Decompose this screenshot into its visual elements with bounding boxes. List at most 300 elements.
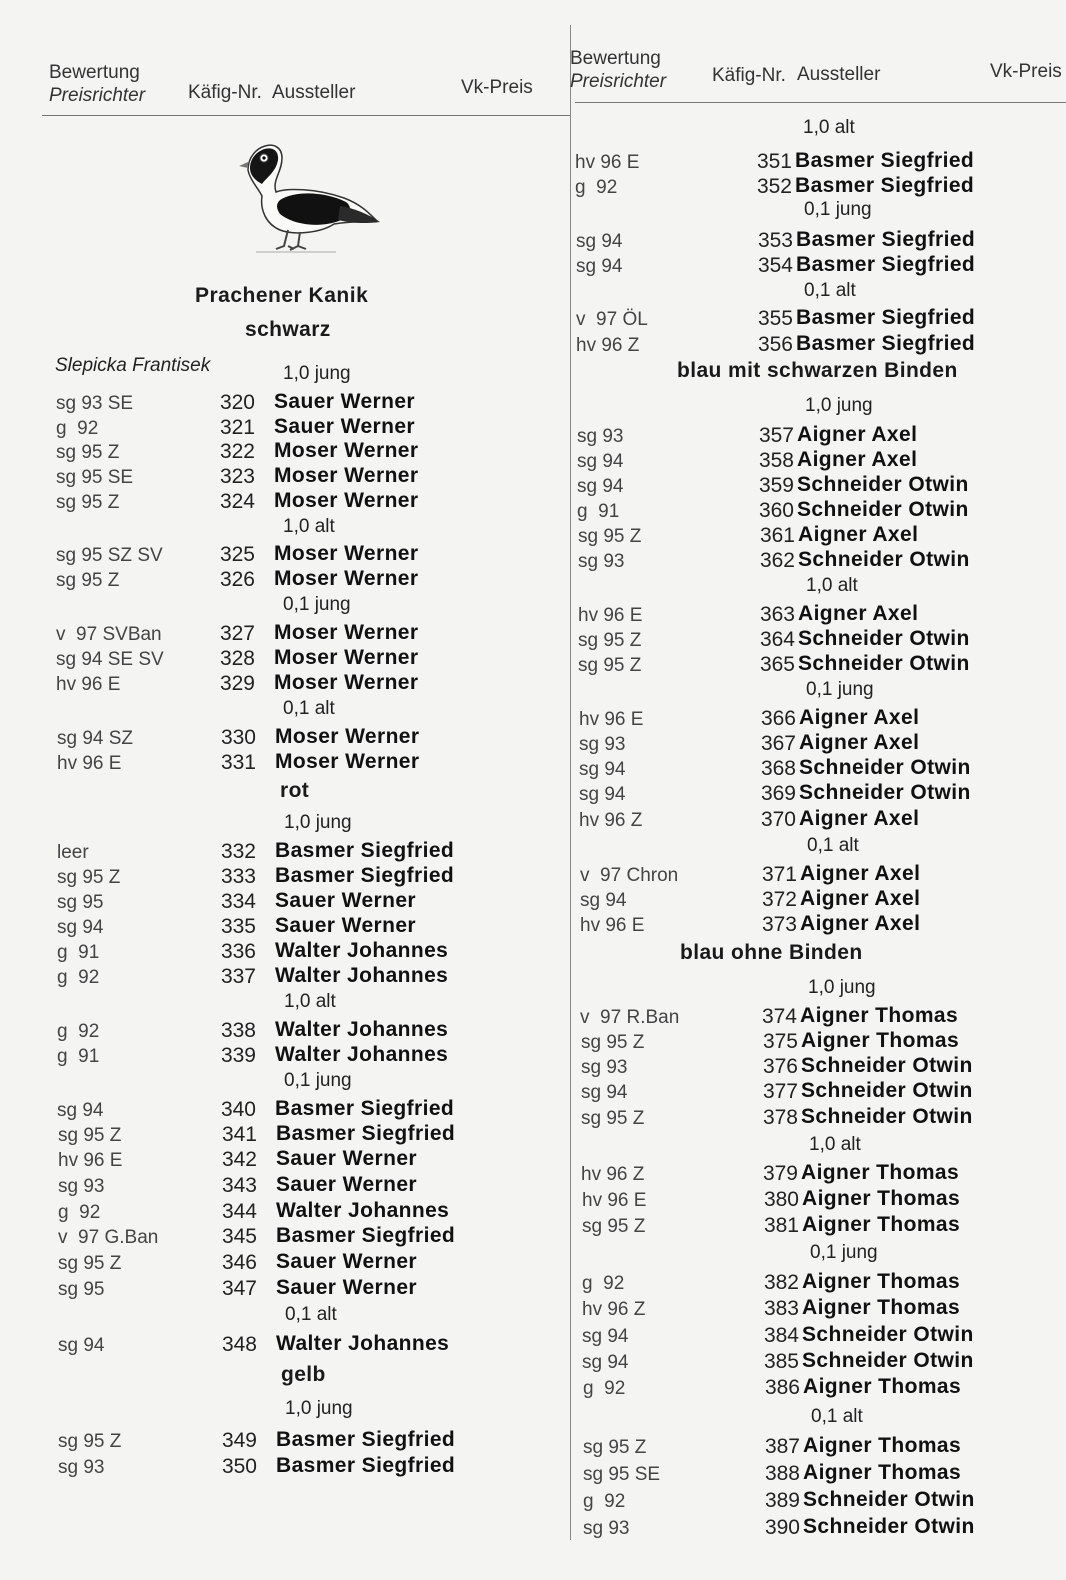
right-column xyxy=(570,0,1066,1580)
entry-exhibitor: Aigner Axel xyxy=(800,887,921,910)
header-sale-price-right: Vk-Preis xyxy=(990,61,1062,82)
entry-row xyxy=(575,862,1066,888)
header-sale-price: Vk-Preis xyxy=(461,77,533,98)
entry-exhibitor: Aigner Axel xyxy=(797,423,918,446)
entry-rating: sg 95 Z xyxy=(56,442,120,463)
entry-exhibitor: Walter Johannes xyxy=(275,1043,449,1066)
entry-cage-number: 359 xyxy=(758,474,794,497)
entry-exhibitor: Schneider Otwin xyxy=(802,1323,974,1346)
entry-cage-number: 386 xyxy=(764,1376,800,1399)
entry-rating: v 97 G.Ban xyxy=(58,1227,159,1248)
entry-cage-number: 341 xyxy=(221,1123,257,1146)
entry-exhibitor: Aigner Axel xyxy=(799,807,920,830)
entry-row xyxy=(575,731,1066,757)
entry-exhibitor: Moser Werner xyxy=(275,725,420,748)
entry-cage-number: 373 xyxy=(761,913,797,936)
entry-exhibitor: Aigner Thomas xyxy=(803,1434,962,1457)
entry-rating: sg 93 xyxy=(581,1057,628,1078)
entry-rating: g 92 xyxy=(57,967,100,988)
entry-exhibitor: Sauer Werner xyxy=(274,415,415,438)
pigeon-illustration xyxy=(236,128,384,258)
entry-rating: v 97 SVBan xyxy=(56,624,162,645)
entry-row xyxy=(575,1296,1066,1322)
entry-cage-number: 321 xyxy=(219,416,255,439)
entry-row xyxy=(0,415,570,441)
entry-cage-number: 345 xyxy=(221,1225,257,1248)
entry-cage-number: 362 xyxy=(759,549,795,572)
class-subheading: 1,0 jung xyxy=(284,812,352,833)
entry-row xyxy=(0,1332,570,1358)
entry-row xyxy=(0,621,570,647)
entry-exhibitor: Schneider Otwin xyxy=(797,473,969,496)
entry-exhibitor: Aigner Axel xyxy=(800,912,921,935)
entry-rating: sg 93 SE xyxy=(56,393,134,414)
entry-exhibitor: Basmer Siegfried xyxy=(275,864,455,887)
entry-row xyxy=(575,1488,1066,1514)
class-subheading: 0,1 alt xyxy=(283,698,335,719)
entry-cage-number: 336 xyxy=(220,940,256,963)
column-divider xyxy=(570,25,571,1540)
entry-row xyxy=(0,671,570,697)
entry-cage-number: 353 xyxy=(757,229,793,252)
entry-cage-number: 337 xyxy=(220,965,256,988)
entry-row xyxy=(575,523,1066,549)
entry-cage-number: 352 xyxy=(756,175,792,198)
entry-exhibitor: Basmer Siegfried xyxy=(276,1122,456,1145)
header-cage-number-right: Käfig-Nr. xyxy=(712,65,786,86)
entry-rating: sg 95 Z xyxy=(58,1431,122,1452)
entry-cage-number: 356 xyxy=(757,333,793,356)
class-subheading: 1,0 alt xyxy=(803,117,855,138)
entry-exhibitor: Sauer Werner xyxy=(276,1250,417,1273)
entry-exhibitor: Walter Johannes xyxy=(275,964,449,987)
entry-cage-number: 370 xyxy=(760,808,796,831)
class-subheading: 1,0 alt xyxy=(283,516,335,537)
class-subheading: 1,0 jung xyxy=(283,363,351,384)
entry-row xyxy=(0,1173,570,1199)
entry-row xyxy=(575,1187,1066,1213)
class-subheading: 1,0 jung xyxy=(808,977,876,998)
entry-rating: g 92 xyxy=(56,418,99,439)
entry-rating: v 97 R.Ban xyxy=(580,1007,680,1028)
entry-exhibitor: Schneider Otwin xyxy=(797,498,969,521)
entry-rating: hv 96 E xyxy=(578,605,643,626)
entry-cage-number: 390 xyxy=(764,1516,800,1539)
entry-cage-number: 363 xyxy=(759,603,795,626)
entry-cage-number: 326 xyxy=(219,568,255,591)
entry-row xyxy=(575,1375,1066,1401)
entry-cage-number: 346 xyxy=(221,1251,257,1274)
entry-exhibitor: Basmer Siegfried xyxy=(275,1097,455,1120)
entry-cage-number: 364 xyxy=(759,628,795,651)
entry-rating: sg 94 xyxy=(582,1326,629,1347)
entry-cage-number: 342 xyxy=(221,1148,257,1171)
entry-cage-number: 325 xyxy=(219,543,255,566)
entry-row xyxy=(575,1079,1066,1105)
entry-exhibitor: Walter Johannes xyxy=(276,1332,450,1355)
entry-cage-number: 324 xyxy=(219,490,255,513)
entry-cage-number: 381 xyxy=(763,1214,799,1237)
header-exhibitor-right: Aussteller xyxy=(797,64,881,85)
entry-rating: g 92 xyxy=(57,1021,100,1042)
entry-exhibitor: Aigner Axel xyxy=(798,602,919,625)
entry-rating: sg 95 Z xyxy=(578,526,642,547)
entry-rating: sg 94 xyxy=(582,1352,629,1373)
entry-cage-number: 376 xyxy=(762,1055,798,1078)
class-subheading: 0,1 alt xyxy=(285,1304,337,1325)
class-subheading: 0,1 alt xyxy=(804,280,856,301)
entry-cage-number: 378 xyxy=(762,1106,798,1129)
entry-cage-number: 322 xyxy=(219,440,255,463)
entry-exhibitor: Basmer Siegfried xyxy=(796,253,976,276)
entry-row xyxy=(575,1323,1066,1349)
entry-exhibitor: Basmer Siegfried xyxy=(275,839,455,862)
header-cage-number: Käfig-Nr. xyxy=(188,82,262,103)
header-rating-right: Bewertung xyxy=(570,48,661,69)
entry-rating: g 91 xyxy=(57,1046,100,1067)
entry-exhibitor: Aigner Thomas xyxy=(800,1004,959,1027)
entry-row xyxy=(575,781,1066,807)
entry-rating: sg 94 xyxy=(58,1335,105,1356)
entry-exhibitor: Sauer Werner xyxy=(274,390,415,413)
entry-exhibitor: Basmer Siegfried xyxy=(796,228,976,251)
entry-exhibitor: Sauer Werner xyxy=(275,889,416,912)
entry-row xyxy=(0,864,570,890)
entry-rating: v 97 ÖL xyxy=(576,309,648,330)
entry-rating: sg 95 Z xyxy=(578,630,642,651)
entry-exhibitor: Schneider Otwin xyxy=(799,781,971,804)
class-subheading: 1,0 jung xyxy=(805,395,873,416)
entry-rating: sg 95 Z xyxy=(583,1437,647,1458)
entry-cage-number: 379 xyxy=(762,1162,798,1185)
entry-exhibitor: Basmer Siegfried xyxy=(276,1224,456,1247)
entry-rating: g 92 xyxy=(575,177,618,198)
entry-row xyxy=(575,228,1066,254)
entry-row xyxy=(0,839,570,865)
entry-exhibitor: Aigner Thomas xyxy=(802,1213,961,1236)
entry-cage-number: 383 xyxy=(763,1297,799,1320)
entry-rating: g 92 xyxy=(583,1491,626,1512)
entry-exhibitor: Moser Werner xyxy=(274,567,419,590)
entry-exhibitor: Moser Werner xyxy=(274,439,419,462)
class-subheading: 0,1 alt xyxy=(811,1406,863,1427)
color-variety-heading: blau mit schwarzen Binden xyxy=(677,359,958,382)
entry-cage-number: 380 xyxy=(763,1188,799,1211)
entry-rating: sg 94 xyxy=(57,917,104,938)
entry-exhibitor: Schneider Otwin xyxy=(802,1349,974,1372)
entry-cage-number: 331 xyxy=(220,751,256,774)
entry-cage-number: 368 xyxy=(760,757,796,780)
class-subheading: 0,1 jung xyxy=(284,1070,352,1091)
entry-rating: g 92 xyxy=(58,1202,101,1223)
entry-rating: sg 93 xyxy=(58,1176,105,1197)
entry-rating: sg 94 xyxy=(577,476,624,497)
entry-cage-number: 361 xyxy=(759,524,795,547)
entry-row xyxy=(575,1434,1066,1460)
entry-exhibitor: Sauer Werner xyxy=(275,914,416,937)
entry-cage-number: 355 xyxy=(757,307,793,330)
entry-cage-number: 358 xyxy=(758,449,794,472)
entry-cage-number: 369 xyxy=(760,782,796,805)
entry-row xyxy=(575,807,1066,833)
entry-rating: hv 96 Z xyxy=(579,810,643,831)
entry-row xyxy=(575,473,1066,499)
entry-exhibitor: Aigner Axel xyxy=(797,448,918,471)
entry-row xyxy=(575,602,1066,628)
entry-exhibitor: Walter Johannes xyxy=(275,939,449,962)
entry-row xyxy=(0,1250,570,1276)
entry-cage-number: 372 xyxy=(761,888,797,911)
header-divider-right xyxy=(575,102,1066,103)
entry-cage-number: 330 xyxy=(220,726,256,749)
entry-rating: sg 95 xyxy=(57,892,104,913)
entry-rating: sg 95 Z xyxy=(578,655,642,676)
class-subheading: 0,1 jung xyxy=(804,199,872,220)
entry-exhibitor: Basmer Siegfried xyxy=(796,306,976,329)
entry-rating: sg 95 SE xyxy=(56,467,134,488)
class-subheading: 0,1 jung xyxy=(283,594,351,615)
entry-row xyxy=(575,756,1066,782)
entry-exhibitor: Basmer Siegfried xyxy=(276,1428,456,1451)
entry-cage-number: 371 xyxy=(761,863,797,886)
entry-cage-number: 389 xyxy=(764,1489,800,1512)
entry-cage-number: 320 xyxy=(219,391,255,414)
entry-cage-number: 387 xyxy=(764,1435,800,1458)
entry-exhibitor: Moser Werner xyxy=(274,464,419,487)
entry-row xyxy=(0,646,570,672)
header-divider xyxy=(42,115,570,116)
entry-row xyxy=(0,750,570,776)
entry-rating: sg 95 SE xyxy=(583,1464,661,1485)
entry-exhibitor: Aigner Thomas xyxy=(802,1296,961,1319)
entry-cage-number: 377 xyxy=(762,1080,798,1103)
entry-cage-number: 384 xyxy=(763,1324,799,1347)
entry-exhibitor: Aigner Axel xyxy=(800,862,921,885)
class-subheading: 0,1 jung xyxy=(810,1242,878,1263)
entry-rating: hv 96 E xyxy=(582,1190,647,1211)
entry-cage-number: 385 xyxy=(763,1350,799,1373)
entry-cage-number: 388 xyxy=(764,1462,800,1485)
entry-rating: sg 95 Z xyxy=(56,570,120,591)
entry-row xyxy=(575,1515,1066,1541)
entry-rating: sg 95 SZ SV xyxy=(56,545,163,566)
entry-row xyxy=(0,1454,570,1480)
entry-cage-number: 347 xyxy=(221,1277,257,1300)
color-variety-heading: gelb xyxy=(281,1363,326,1386)
entry-row xyxy=(575,253,1066,279)
entry-row xyxy=(575,912,1066,938)
entry-rating: sg 94 xyxy=(580,890,627,911)
entry-exhibitor: Sauer Werner xyxy=(276,1173,417,1196)
entry-cage-number: 365 xyxy=(759,653,795,676)
entry-exhibitor: Moser Werner xyxy=(274,671,419,694)
entry-row xyxy=(575,548,1066,574)
entry-exhibitor: Basmer Siegfried xyxy=(796,332,976,355)
entry-row xyxy=(575,627,1066,653)
entry-cage-number: 343 xyxy=(221,1174,257,1197)
entry-cage-number: 348 xyxy=(221,1333,257,1356)
entry-rating: sg 93 xyxy=(583,1518,630,1539)
entry-rating: sg 95 Z xyxy=(581,1108,645,1129)
entry-row xyxy=(0,1147,570,1173)
entry-row xyxy=(575,1461,1066,1487)
entry-rating: g 92 xyxy=(582,1273,625,1294)
entry-rating: leer xyxy=(57,842,89,863)
entry-exhibitor: Aigner Thomas xyxy=(803,1375,962,1398)
entry-row xyxy=(575,1213,1066,1239)
entry-row xyxy=(575,1349,1066,1375)
class-subheading: 1,0 alt xyxy=(284,991,336,1012)
entry-row xyxy=(0,1122,570,1148)
entry-exhibitor: Aigner Thomas xyxy=(802,1187,961,1210)
entry-cage-number: 374 xyxy=(761,1005,797,1028)
entry-exhibitor: Sauer Werner xyxy=(276,1147,417,1170)
entry-exhibitor: Moser Werner xyxy=(274,489,419,512)
entry-cage-number: 367 xyxy=(760,732,796,755)
entry-exhibitor: Schneider Otwin xyxy=(798,652,970,675)
entry-rating: sg 94 xyxy=(577,451,624,472)
entry-cage-number: 334 xyxy=(220,890,256,913)
entry-exhibitor: Aigner Thomas xyxy=(802,1270,961,1293)
entry-row xyxy=(0,1224,570,1250)
entry-row xyxy=(0,439,570,465)
judge-name: Slepicka Frantisek xyxy=(55,355,211,376)
entry-row xyxy=(0,1428,570,1454)
entry-cage-number: 344 xyxy=(221,1200,257,1223)
entry-row xyxy=(575,887,1066,913)
entry-exhibitor: Basmer Siegfried xyxy=(795,174,975,197)
entry-exhibitor: Aigner Thomas xyxy=(801,1029,960,1052)
entry-exhibitor: Schneider Otwin xyxy=(798,627,970,650)
class-subheading: 1,0 jung xyxy=(285,1398,353,1419)
color-variety-heading: rot xyxy=(280,779,310,802)
entry-rating: g 92 xyxy=(583,1378,626,1399)
entry-rating: sg 93 xyxy=(577,426,624,447)
entry-row xyxy=(0,489,570,515)
class-subheading: 0,1 jung xyxy=(806,679,874,700)
entry-row xyxy=(575,1029,1066,1055)
entry-cage-number: 333 xyxy=(220,865,256,888)
entry-exhibitor: Schneider Otwin xyxy=(801,1079,973,1102)
entry-rating: hv 96 E xyxy=(579,709,644,730)
header-rating: Bewertung xyxy=(49,62,140,83)
entry-cage-number: 366 xyxy=(760,707,796,730)
entry-rating: sg 95 Z xyxy=(58,1125,122,1146)
entry-cage-number: 382 xyxy=(763,1271,799,1294)
entry-exhibitor: Aigner Axel xyxy=(799,706,920,729)
entry-rating: sg 94 xyxy=(579,784,626,805)
entry-row xyxy=(575,332,1066,358)
entry-row xyxy=(0,1097,570,1123)
entry-rating: hv 96 Z xyxy=(582,1299,646,1320)
entry-row xyxy=(0,1043,570,1069)
header-judge-right: Preisrichter xyxy=(570,71,667,92)
entry-exhibitor: Moser Werner xyxy=(274,621,419,644)
entry-exhibitor: Schneider Otwin xyxy=(801,1054,973,1077)
entry-rating: hv 96 Z xyxy=(576,335,640,356)
entry-rating: hv 96 E xyxy=(580,915,645,936)
entry-rating: sg 93 xyxy=(578,551,625,572)
entry-rating: hv 96 Z xyxy=(581,1164,645,1185)
entry-row xyxy=(0,964,570,990)
entry-row xyxy=(575,423,1066,449)
entry-rating: sg 95 Z xyxy=(582,1216,646,1237)
entry-exhibitor: Aigner Thomas xyxy=(801,1161,960,1184)
entry-rating: hv 96 E xyxy=(57,753,122,774)
entry-row xyxy=(575,1270,1066,1296)
entry-rating: sg 94 xyxy=(57,1100,104,1121)
entry-cage-number: 327 xyxy=(219,622,255,645)
entry-rating: hv 96 E xyxy=(575,152,640,173)
entry-row xyxy=(0,1018,570,1044)
entry-row xyxy=(0,567,570,593)
entry-rating: hv 96 E xyxy=(58,1150,123,1171)
entry-cage-number: 340 xyxy=(220,1098,256,1121)
entry-rating: hv 96 E xyxy=(56,674,121,695)
entry-row xyxy=(575,706,1066,732)
entry-exhibitor: Basmer Siegfried xyxy=(795,149,975,172)
entry-exhibitor: Sauer Werner xyxy=(276,1276,417,1299)
breed-name: Prachener Kanik xyxy=(195,284,369,307)
entry-rating: sg 94 xyxy=(581,1082,628,1103)
entry-rating: sg 95 Z xyxy=(57,867,121,888)
class-subheading: 1,0 alt xyxy=(809,1134,861,1155)
entry-cage-number: 349 xyxy=(221,1429,257,1452)
entry-row xyxy=(575,306,1066,332)
entry-row xyxy=(0,390,570,416)
entry-rating: sg 95 Z xyxy=(58,1253,122,1274)
entry-exhibitor: Aigner Axel xyxy=(799,731,920,754)
entry-exhibitor: Schneider Otwin xyxy=(801,1105,973,1128)
entry-rating: sg 93 xyxy=(579,734,626,755)
entry-cage-number: 339 xyxy=(220,1044,256,1067)
entry-row xyxy=(575,1161,1066,1187)
entry-rating: sg 94 SZ xyxy=(57,728,134,749)
entry-exhibitor: Schneider Otwin xyxy=(803,1488,975,1511)
header-judge: Preisrichter xyxy=(49,85,146,106)
entry-cage-number: 375 xyxy=(762,1030,798,1053)
entry-cage-number: 335 xyxy=(220,915,256,938)
entry-cage-number: 328 xyxy=(219,647,255,670)
entry-row xyxy=(0,464,570,490)
entry-rating: sg 93 xyxy=(58,1457,105,1478)
entry-row xyxy=(575,1004,1066,1030)
entry-cage-number: 360 xyxy=(758,499,794,522)
entry-row xyxy=(0,542,570,568)
entry-row xyxy=(0,889,570,915)
entry-row xyxy=(0,914,570,940)
entry-rating: sg 95 xyxy=(58,1279,105,1300)
entry-exhibitor: Schneider Otwin xyxy=(798,548,970,571)
class-subheading: 0,1 alt xyxy=(807,835,859,856)
entry-row xyxy=(575,1105,1066,1131)
entry-rating: g 91 xyxy=(57,942,100,963)
entry-cage-number: 338 xyxy=(220,1019,256,1042)
entry-row xyxy=(0,1276,570,1302)
entry-cage-number: 329 xyxy=(219,672,255,695)
entry-cage-number: 350 xyxy=(221,1455,257,1478)
entry-exhibitor: Walter Johannes xyxy=(276,1199,450,1222)
entry-cage-number: 354 xyxy=(757,254,793,277)
entry-exhibitor: Basmer Siegfried xyxy=(276,1454,456,1477)
header-exhibitor: Aussteller xyxy=(272,82,356,103)
entry-rating: sg 94 xyxy=(576,256,623,277)
color-variety-heading: blau ohne Binden xyxy=(680,941,863,964)
entry-rating: g 91 xyxy=(577,501,620,522)
entry-rating: sg 95 Z xyxy=(581,1032,645,1053)
entry-rating: sg 94 xyxy=(576,231,623,252)
entry-cage-number: 332 xyxy=(220,840,256,863)
